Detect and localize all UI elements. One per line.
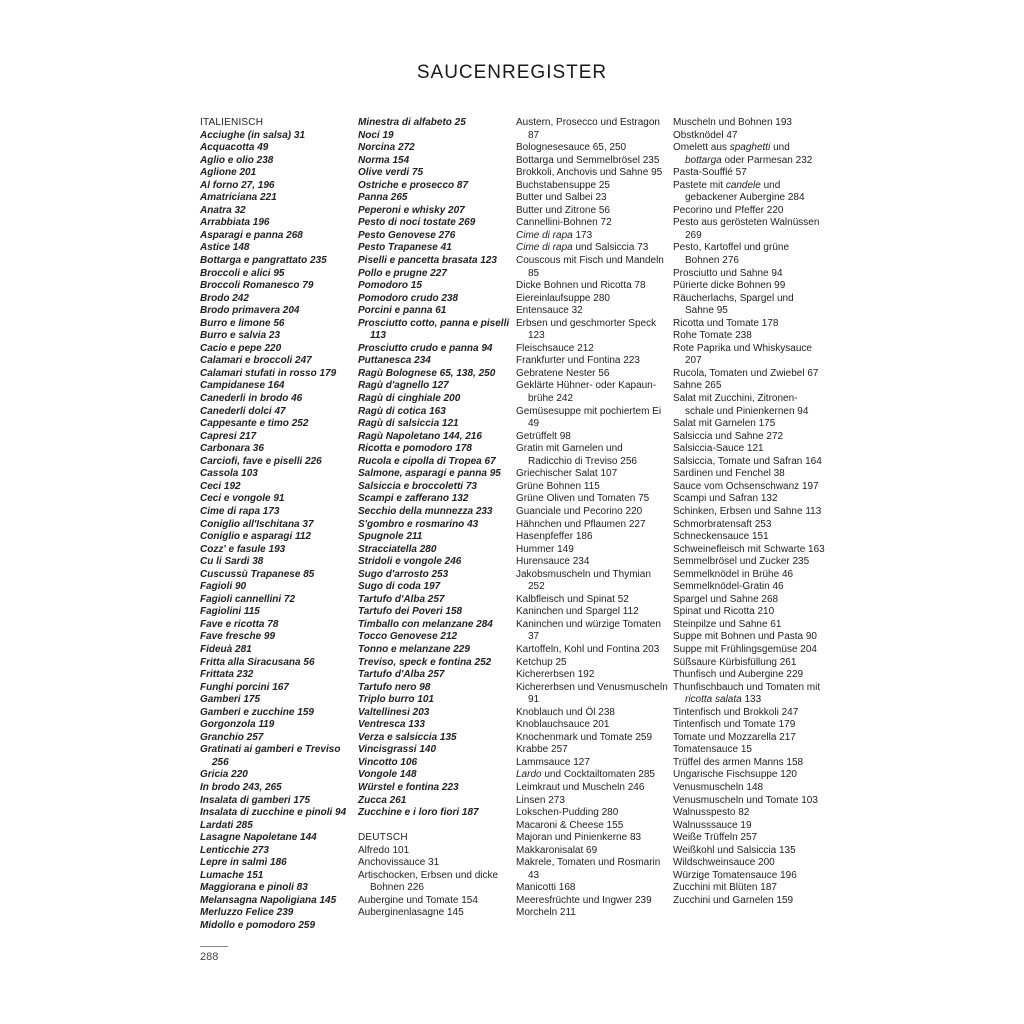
index-entry: Gorgonzola 119 bbox=[200, 719, 275, 731]
index-entry: Couscous mit Fisch und Mandeln 85 bbox=[516, 255, 664, 279]
index-entry: Ragù di cotica 163 bbox=[358, 405, 446, 417]
index-entry: Ricotta e pomodoro 178 bbox=[358, 443, 472, 455]
index-entry: Frankfurter und Fontina 223 bbox=[516, 355, 640, 367]
section-heading: ITALIENISCH bbox=[200, 117, 264, 128]
index-entry: Fritta alla Siracusana 56 bbox=[200, 656, 315, 668]
index-entry: Kartoffeln, Kohl und Fontina 203 bbox=[516, 643, 660, 655]
index-entry: Gamberi 175 bbox=[200, 694, 261, 706]
index-entry: Meeresfrüchte und Ingwer 239 bbox=[516, 894, 652, 906]
index-entry: Hasenpfeffer 186 bbox=[516, 531, 593, 543]
index-entry: Peperoni e whisky 207 bbox=[358, 204, 465, 216]
index-entry: Timballo con melanzane 284 bbox=[358, 618, 493, 630]
index-entry: Knochenmark und Tomate 259 bbox=[516, 731, 653, 743]
index-entry: Ceci e vongole 91 bbox=[200, 493, 285, 505]
index-entry: Pesto aus gerösteten Walnüssen 269 bbox=[673, 217, 820, 241]
index-entry: Prosciutto cotto, panna e piselli 113 bbox=[358, 317, 510, 342]
index-entry: Gratin mit Garnelen und Radicchio di Treviso 256 bbox=[516, 443, 637, 467]
index-entry: Ungarische Fischsuppe 120 bbox=[673, 769, 797, 781]
index-entry: Aglione 201 bbox=[200, 167, 257, 179]
index-entry: Prosciutto und Sahne 94 bbox=[673, 267, 783, 279]
index-entry: Erbsen und geschmorter Speck 123 bbox=[516, 317, 657, 342]
index-entry: Hähnchen und Pflaumen 227 bbox=[516, 518, 646, 530]
index-entry: Tocco Genovese 212 bbox=[358, 631, 458, 643]
index-entry: Tonno e melanzane 229 bbox=[358, 643, 470, 655]
index-entry: Gamberi e zucchine 159 bbox=[200, 706, 314, 718]
index-entry: Guanciale und Pecorino 220 bbox=[516, 505, 643, 517]
index-entry: Fideuà 281 bbox=[200, 643, 252, 655]
index-entry: Cime di rapa 173 bbox=[200, 505, 280, 517]
index-entry: Artischocken, Erbsen und dicke Bohnen 226 bbox=[358, 869, 499, 894]
index-entry: Kaninchen und würzige Tomaten 37 bbox=[516, 618, 661, 643]
index-entry: Alfredo 101 bbox=[358, 844, 410, 856]
index-entry: Norcina 272 bbox=[358, 142, 415, 154]
index-entry: Pomodoro 15 bbox=[358, 280, 422, 292]
entry-text: oder Parmesan 232 bbox=[721, 154, 813, 166]
index-entry: Carbonara 36 bbox=[200, 443, 264, 455]
index-entry: Coniglio all'Ischitana 37 bbox=[200, 518, 314, 530]
entry-text: und gebackener Aubergine 284 bbox=[685, 179, 805, 204]
index-entry: Pesto, Kartoffel und grüne Bohnen 276 bbox=[673, 242, 790, 267]
index-entry: Salsiccia und Sahne 272 bbox=[673, 430, 784, 442]
index-entry: Auberginenlasagne 145 bbox=[358, 907, 464, 919]
index-entry: Walnusspesto 82 bbox=[673, 807, 750, 819]
index-entry: Fagioli cannellini 72 bbox=[200, 593, 296, 605]
index-entry: Vincotto 106 bbox=[358, 756, 418, 768]
index-entry bbox=[673, 180, 825, 205]
index-entry: Geklärte Hühner- oder Kapaun-brühe 242 bbox=[516, 380, 657, 405]
index-entry: Fagioli 90 bbox=[200, 581, 247, 593]
index-entry: Stridoli e vongole 246 bbox=[358, 556, 462, 568]
section-gap bbox=[358, 820, 510, 833]
index-entry bbox=[516, 230, 668, 243]
index-entry: Tomate und Mozzarella 217 bbox=[673, 731, 796, 743]
index-entry: Manicotti 168 bbox=[516, 882, 576, 894]
index-entry: Jakobsmuscheln und Thymian 252 bbox=[516, 568, 651, 593]
index-entry: Grüne Oliven und Tomaten 75 bbox=[516, 493, 650, 505]
index-entry: Scampi und Safran 132 bbox=[673, 493, 778, 505]
index-entry: Frittata 232 bbox=[200, 669, 254, 681]
index-entry: Aglio e olio 238 bbox=[200, 154, 274, 166]
index-entry: Aubergine und Tomate 154 bbox=[358, 894, 478, 906]
index-entry: Salsiccia e broccoletti 73 bbox=[358, 480, 477, 492]
index-entry: Canederli dolci 47 bbox=[200, 405, 286, 417]
index-entry: Salat mit Zucchini, Zitronen-schale und Pinienkernen 94 bbox=[673, 393, 809, 417]
index-entry: Tartufo d'Alba 257 bbox=[358, 669, 445, 681]
index-entry: Carciofi, fave e piselli 226 bbox=[200, 455, 322, 467]
index-entry: Räucherlachs, Spargel und Sahne 95 bbox=[673, 292, 794, 317]
index-entry: Stracciatella 280 bbox=[358, 543, 437, 555]
index-entry: Granchio 257 bbox=[200, 731, 264, 743]
index-entry: Venusmuscheln 148 bbox=[673, 781, 764, 793]
index-entry: Morcheln 211 bbox=[516, 907, 576, 919]
index-entry: Pollo e prugne 227 bbox=[358, 267, 447, 279]
index-entry bbox=[673, 142, 825, 167]
index-entry: Pesto di noci tostate 269 bbox=[358, 217, 476, 229]
index-entry: Broccoli Romanesco 79 bbox=[200, 280, 314, 292]
index-entry: Weiße Trüffeln 257 bbox=[673, 832, 758, 844]
index-entry: Kaninchen und Spargel 112 bbox=[516, 606, 639, 618]
index-entry: Brodo primavera 204 bbox=[200, 305, 300, 317]
index-entry: Krabbe 257 bbox=[516, 744, 568, 756]
index-entry: Weißkohl und Salsiccia 135 bbox=[673, 844, 796, 856]
index-entry: Entensauce 32 bbox=[516, 305, 583, 317]
index-entry: Rote Paprika und Whiskysauce 207 bbox=[673, 342, 812, 367]
index-entry: Capresi 217 bbox=[200, 430, 257, 442]
index-entry: Asparagi e panna 268 bbox=[200, 229, 303, 241]
index-entry: Cu li Sardi 38 bbox=[200, 556, 264, 568]
index-entry: Pasta-Soufflé 57 bbox=[673, 167, 747, 179]
index-entry: Acquacotta 49 bbox=[200, 142, 269, 154]
italic-term: bottarga bbox=[685, 154, 722, 166]
index-entry: Ragù Napoletano 144, 216 bbox=[358, 430, 482, 442]
index-entry: Valtellinesi 203 bbox=[358, 706, 430, 718]
index-entry: Macaroni & Cheese 155 bbox=[516, 819, 624, 831]
index-entry: Prosciutto crudo e panna 94 bbox=[358, 342, 493, 354]
index-entry: Gemüsesuppe mit pochiertem Ei 49 bbox=[516, 405, 662, 430]
index-entry bbox=[516, 769, 668, 782]
index-entry: Brokkoli, Anchovis und Sahne 95 bbox=[516, 167, 663, 179]
entry-text: 173 bbox=[572, 229, 593, 241]
index-entry: Verza e salsiccia 135 bbox=[358, 731, 457, 743]
index-entry: Insalata di gamberi 175 bbox=[200, 794, 311, 806]
index-entry: Kichererbsen 192 bbox=[516, 669, 595, 681]
index-entry: Salsiccia-Sauce 121 bbox=[673, 443, 764, 455]
entry-text: Thunfischbauch und Tomaten mit bbox=[673, 681, 821, 693]
index-entry: Salsiccia, Tomate und Safran 164 bbox=[673, 455, 822, 467]
index-entry: Ragù d'agnello 127 bbox=[358, 380, 449, 392]
index-entry: Ragù Bolognese 65, 138, 250 bbox=[358, 367, 496, 379]
entry-text: 133 bbox=[741, 694, 762, 706]
index-entry: Sugo d'arrosto 253 bbox=[358, 568, 449, 580]
index-entry: Amatriciana 221 bbox=[200, 192, 277, 204]
entry-text: und Cocktailtomaten 285 bbox=[541, 769, 655, 781]
index-entry: Sardinen und Fenchel 38 bbox=[673, 468, 785, 480]
index-entry: Makkaronisalat 69 bbox=[516, 844, 598, 856]
index-entry: Majoran und Pinienkerne 83 bbox=[516, 832, 642, 844]
index-entry: Cassola 103 bbox=[200, 468, 258, 480]
index-entry: Süßsaure Kürbisfüllung 261 bbox=[673, 656, 797, 668]
index-column-3 bbox=[516, 117, 668, 920]
index-entry: Rucola, Tomaten und Zwiebel 67 bbox=[673, 367, 819, 379]
index-entry: Schneckensauce 151 bbox=[673, 531, 769, 543]
index-entry: Ricotta und Tomate 178 bbox=[673, 317, 779, 329]
index-entry: Sahne 265 bbox=[673, 380, 722, 392]
index-entry bbox=[516, 242, 668, 255]
index-entry: Suppe mit Frühlingsgemüse 204 bbox=[673, 643, 817, 655]
index-entry: Cozz' e fasule 193 bbox=[200, 543, 286, 555]
index-entry: Leimkraut und Muscheln 246 bbox=[516, 781, 645, 793]
index-entry: Semmelknödel in Brühe 46 bbox=[673, 568, 794, 580]
index-entry: Austern, Prosecco und Estragon 87 bbox=[516, 117, 660, 141]
index-entry: Rohe Tomate 238 bbox=[673, 330, 752, 342]
index-entry: Ceci 192 bbox=[200, 480, 241, 492]
index-entry: Würstel e fontina 223 bbox=[358, 781, 459, 793]
entry-text: und bbox=[770, 142, 790, 154]
index-entry: Lammsauce 127 bbox=[516, 756, 590, 768]
index-column-2 bbox=[358, 117, 510, 920]
index-entry: Obstknödel 47 bbox=[673, 129, 738, 141]
index-entry: Pecorino und Pfeffer 220 bbox=[673, 204, 784, 216]
footer-rule bbox=[200, 946, 228, 947]
index-entry: Tartufo d'Alba 257 bbox=[358, 593, 445, 605]
index-entry: Schweinefleisch mit Schwarte 163 bbox=[673, 543, 825, 555]
index-entry: Steinpilze und Sahne 61 bbox=[673, 618, 782, 630]
index-entry: Panna 265 bbox=[358, 192, 408, 204]
index-entry: Scampi e zafferano 132 bbox=[358, 493, 469, 505]
italic-term: Cime di rapa bbox=[516, 229, 573, 241]
index-entry: Ketchup 25 bbox=[516, 656, 567, 668]
index-entry: Cannellini-Bohnen 72 bbox=[516, 217, 612, 229]
index-entry: Melansagna Napoligiana 145 bbox=[200, 894, 337, 906]
index-entry: Lardati 285 bbox=[200, 819, 253, 831]
index-entry: Linsen 273 bbox=[516, 794, 565, 806]
index-entry: Suppe mit Bohnen und Pasta 90 bbox=[673, 631, 817, 643]
section-heading: DEUTSCH bbox=[358, 832, 408, 844]
index-entry: Thunfisch und Aubergine 229 bbox=[673, 669, 804, 681]
index-entry: Astice 148 bbox=[200, 242, 250, 254]
index-entry: Norma 154 bbox=[358, 154, 410, 166]
index-entry: Lepre in salmì 186 bbox=[200, 857, 287, 869]
index-entry: Maggiorana e pinoli 83 bbox=[200, 882, 308, 894]
index-entry: Lenticchie 273 bbox=[200, 844, 269, 856]
index-entry: Grüne Bohnen 115 bbox=[516, 480, 600, 492]
index-entry: Pürierte dicke Bohnen 99 bbox=[673, 280, 786, 292]
index-entry: Spugnole 211 bbox=[358, 531, 423, 543]
index-entry: Puttanesca 234 bbox=[358, 355, 431, 367]
index-entry: Sugo di coda 197 bbox=[358, 581, 441, 593]
index-entry: Arrabbiata 196 bbox=[200, 217, 270, 229]
index-entry: Vongole 148 bbox=[358, 769, 417, 781]
index-entry: Griechischer Salat 107 bbox=[516, 468, 618, 480]
italic-term: ricotta salata bbox=[685, 694, 742, 706]
index-entry: Salat mit Garnelen 175 bbox=[673, 418, 776, 430]
index-entry: Zucchini mit Blüten 187 bbox=[673, 882, 777, 894]
index-entry: Campidanese 164 bbox=[200, 380, 285, 392]
index-entry: Spargel und Sahne 268 bbox=[673, 593, 779, 605]
index-entry: Salmone, asparagi e panna 95 bbox=[358, 468, 501, 480]
index-entry: Eiereinlaufsuppe 280 bbox=[516, 292, 610, 304]
index-column-1 bbox=[200, 117, 352, 933]
index-entry: Lasagne Napoletane 144 bbox=[200, 832, 317, 844]
page-number: 288 bbox=[200, 951, 219, 963]
index-entry: Bottarga und Semmelbrösel 235 bbox=[516, 154, 660, 166]
index-entry: Schmorbratensaft 253 bbox=[673, 518, 772, 530]
index-entry: S'gombro e rosmarino 43 bbox=[358, 518, 479, 530]
index-entry: Butter und Salbei 23 bbox=[516, 192, 607, 204]
index-entry: Zucchini und Garnelen 159 bbox=[673, 894, 794, 906]
italic-term: Cime di rapa bbox=[516, 242, 573, 254]
index-entry: Porcini e panna 61 bbox=[358, 305, 447, 317]
entry-text: und Salsiccia 73 bbox=[572, 242, 649, 254]
index-entry: Trüffel des armen Manns 158 bbox=[673, 756, 804, 768]
index-entry: Bottarga e pangrattato 235 bbox=[200, 255, 327, 267]
index-entry: Buchstabensuppe 25 bbox=[516, 179, 610, 191]
index-entry: Würzige Tomatensauce 196 bbox=[673, 869, 797, 881]
index-entry: Makrele, Tomaten und Rosmarin 43 bbox=[516, 857, 661, 881]
index-entry: Rucola e cipolla di Tropea 67 bbox=[358, 455, 496, 467]
index-entry: Hummer 149 bbox=[516, 543, 574, 555]
index-entry: Getrüffelt 98 bbox=[516, 430, 571, 442]
italic-term: spaghetti bbox=[729, 142, 771, 154]
index-entry: Burro e salvia 23 bbox=[200, 330, 281, 342]
italic-term: Lardo bbox=[516, 769, 542, 781]
index-entry: Spinat und Ricotta 210 bbox=[673, 606, 775, 618]
index-entry: Walnusssauce 19 bbox=[673, 819, 752, 831]
index-entry: Funghi porcini 167 bbox=[200, 681, 289, 693]
index-entry: Lumache 151 bbox=[200, 869, 264, 881]
index-entry: Dicke Bohnen und Ricotta 78 bbox=[516, 280, 646, 292]
index-entry: Zucchine e i loro fiori 187 bbox=[358, 807, 479, 819]
index-entry: Lokschen-Pudding 280 bbox=[516, 807, 619, 819]
index-entry: Fleischsauce 212 bbox=[516, 342, 594, 354]
index-entry: Butter und Zitrone 56 bbox=[516, 204, 610, 216]
index-entry: Schinken, Erbsen und Sahne 113 bbox=[673, 505, 822, 517]
index-entry: Olive verdi 75 bbox=[358, 167, 424, 179]
index-entry: Merluzzo Felice 239 bbox=[200, 907, 294, 919]
index-entry: Cappesante e timo 252 bbox=[200, 418, 309, 430]
index-entry: Fave fresche 99 bbox=[200, 631, 276, 643]
index-entry: Sauce vom Ochsenschwanz 197 bbox=[673, 480, 819, 492]
index-entry: Semmelknödel-Gratin 46 bbox=[673, 581, 784, 593]
index-entry: Muscheln und Bohnen 193 bbox=[673, 117, 792, 128]
index-entry: Treviso, speck e fontina 252 bbox=[358, 656, 492, 668]
index-entry: Pesto Trapanese 41 bbox=[358, 242, 452, 254]
index-entry: Wildschweinsauce 200 bbox=[673, 857, 775, 869]
index-entry: Ventresca 133 bbox=[358, 719, 425, 731]
index-entry: Fave e ricotta 78 bbox=[200, 618, 279, 630]
index-entry: Vincisgrassi 140 bbox=[358, 744, 437, 756]
entry-text: Omelett aus bbox=[673, 142, 730, 154]
index-entry: Calamari e broccoli 247 bbox=[200, 355, 312, 367]
index-entry: Triplo burro 101 bbox=[358, 694, 434, 706]
index-entry: Burro e limone 56 bbox=[200, 317, 285, 329]
page-title: SAUCENREGISTER bbox=[416, 62, 608, 83]
index-entry: Zucca 261 bbox=[358, 794, 407, 806]
index-entry: Anchovissauce 31 bbox=[358, 857, 440, 869]
index-entry: Knoblauchsauce 201 bbox=[516, 719, 610, 731]
index-entry: Gratinati ai gamberi e Treviso 256 bbox=[200, 744, 341, 768]
index-entry: Al forno 27, 196 bbox=[200, 179, 275, 191]
index-entry: Tomatensauce 15 bbox=[673, 744, 752, 756]
index-entry: Tintenfisch und Tomate 179 bbox=[673, 719, 796, 731]
index-entry: Kalbfleisch und Spinat 52 bbox=[516, 593, 629, 605]
index-entry: Piselli e pancetta brasata 123 bbox=[358, 255, 497, 267]
index-entry: Brodo 242 bbox=[200, 292, 249, 304]
index-entry: Ragù di salsiccia 121 bbox=[358, 418, 459, 430]
index-entry: Acciughe (in salsa) 31 bbox=[200, 129, 306, 141]
index-entry: Gebratene Nester 56 bbox=[516, 367, 610, 379]
index-entry: Insalata di zucchine e pinoli 94 bbox=[200, 807, 347, 819]
index-entry: Tintenfisch und Brokkoli 247 bbox=[673, 706, 799, 718]
index-entry: Midollo e pomodoro 259 bbox=[200, 920, 316, 931]
index-entry: Broccoli e alici 95 bbox=[200, 267, 285, 279]
index-entry: In brodo 243, 265 bbox=[200, 781, 282, 793]
index-entry: Tartufo dei Poveri 158 bbox=[358, 606, 463, 618]
index-entry: Pesto Genovese 276 bbox=[358, 229, 456, 241]
index-entry: Tartufo nero 98 bbox=[358, 681, 431, 693]
index-entry: Knoblauch und Öl 238 bbox=[516, 706, 615, 718]
index-entry: Bolognesesauce 65, 250 bbox=[516, 142, 627, 154]
index-entry: Cuscussù Trapanese 85 bbox=[200, 568, 315, 580]
index-column-4 bbox=[673, 117, 825, 907]
index-entry: Minestra di alfabeto 25 bbox=[358, 117, 466, 128]
index-entry: Pomodoro crudo 238 bbox=[358, 292, 459, 304]
index-entry: Ostriche e prosecco 87 bbox=[358, 179, 469, 191]
index-entry: Venusmuscheln und Tomate 103 bbox=[673, 794, 818, 806]
entry-text: Pastete mit bbox=[673, 179, 726, 191]
index-entry: Hurensauce 234 bbox=[516, 556, 590, 568]
index-entry: Secchio della munnezza 233 bbox=[358, 505, 493, 517]
index-entry: Kichererbsen und Venusmuscheln 91 bbox=[516, 681, 668, 706]
index-entry: Canederli in brodo 46 bbox=[200, 393, 303, 405]
index-entry: Calamari stufati in rosso 179 bbox=[200, 367, 337, 379]
index-entry bbox=[673, 682, 825, 707]
index-entry: Coniglio e asparagi 112 bbox=[200, 531, 311, 543]
index-entry: Ragù di cinghiale 200 bbox=[358, 393, 461, 405]
index-entry: Anatra 32 bbox=[200, 204, 246, 216]
index-entry: Noci 19 bbox=[358, 129, 394, 141]
index-entry: Semmelbrösel und Zucker 235 bbox=[673, 556, 810, 568]
index-entry: Fagiolini 115 bbox=[200, 606, 260, 618]
italic-term: candele bbox=[725, 179, 761, 191]
index-entry: Cacio e pepe 220 bbox=[200, 342, 282, 354]
index-entry: Gricia 220 bbox=[200, 769, 248, 781]
